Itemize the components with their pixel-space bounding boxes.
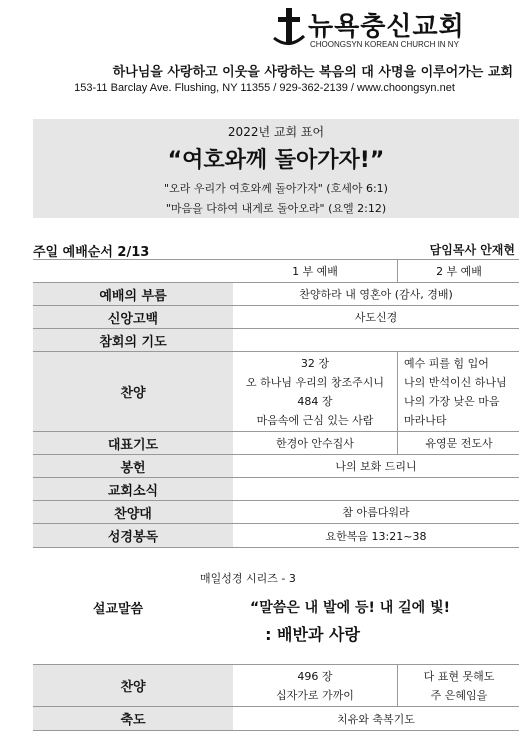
hymn-line: 주 은혜임을 bbox=[430, 688, 488, 702]
mission-statement: 하나님을 사랑하고 이웃을 사랑하는 복음의 대 사명을 이루어가는 교회 bbox=[112, 65, 513, 80]
pastor-name: 담임목사 안재현 bbox=[429, 243, 515, 257]
church-logo bbox=[268, 6, 518, 52]
row-label: 참회의 기도 bbox=[33, 329, 233, 351]
hymn-line: 496 장 bbox=[297, 669, 333, 683]
church-address: 153-11 Barclay Ave. Flushing, NY 11355 / 929-362-2139 / www.choongsyn.net bbox=[74, 82, 455, 94]
logo-title: 뉴욕충신교회 bbox=[308, 12, 465, 42]
order-title: 주일 예배순서 2/13 bbox=[33, 245, 150, 260]
motto-box bbox=[33, 119, 519, 218]
hymn-line: 마라나타 bbox=[404, 413, 447, 427]
hymn-service-1 bbox=[233, 665, 397, 706]
table-row bbox=[33, 478, 519, 501]
row-value: 치유와 축복기도 bbox=[337, 712, 415, 726]
table-row bbox=[33, 283, 519, 306]
table-row bbox=[33, 524, 519, 548]
row-value: 나의 보화 드리니 bbox=[335, 460, 417, 473]
hymn-service-2 bbox=[397, 352, 520, 431]
sermon-label: 설교말씀 bbox=[92, 602, 144, 617]
motto-year-label: 2022년 교회 표어 bbox=[227, 125, 325, 139]
row-label: 봉헌 bbox=[33, 455, 233, 477]
row-value: 요한복음 13:21~38 bbox=[325, 529, 427, 543]
hymn-line: 십자가로 가까이 bbox=[276, 688, 354, 702]
table-row bbox=[33, 329, 519, 352]
row-value: 한경아 안수집사 bbox=[276, 437, 354, 450]
hymn-service-2 bbox=[397, 665, 520, 706]
hymn-line: 오 하나님 우리의 창조주시니 bbox=[245, 375, 384, 389]
worship-order-table bbox=[33, 259, 519, 548]
table-row bbox=[33, 665, 519, 707]
hymn-line: 나의 가장 낮은 마음 bbox=[404, 394, 500, 408]
table-row bbox=[33, 352, 519, 432]
table-row bbox=[33, 501, 519, 524]
row-label: 찬양대 bbox=[33, 501, 233, 523]
hymn-line: 다 표현 못해도 bbox=[423, 669, 495, 683]
table-row bbox=[33, 455, 519, 478]
hymn-service-1 bbox=[233, 352, 397, 431]
row-label: 축도 bbox=[33, 707, 233, 730]
row-label: 찬양 bbox=[33, 665, 233, 706]
row-label: 대표기도 bbox=[33, 432, 233, 454]
hymn-line: 예수 피를 힘 입어 bbox=[404, 356, 489, 370]
row-label: 교회소식 bbox=[33, 478, 233, 500]
row-label: 찬양 bbox=[33, 352, 233, 431]
motto-title: “여호와께 돌아가자!” bbox=[167, 148, 385, 173]
hymn-line: 32 장 bbox=[300, 356, 330, 370]
service-header-row bbox=[33, 259, 519, 283]
table-row bbox=[33, 432, 519, 455]
row-value: 참 아름다워라 bbox=[342, 506, 410, 519]
service-2-header: 2 부 예배 bbox=[397, 260, 520, 282]
table-row bbox=[33, 306, 519, 329]
service-1-header: 1 부 예배 bbox=[292, 265, 338, 278]
row-label: 신앙고백 bbox=[33, 306, 233, 328]
closing-table bbox=[33, 665, 519, 731]
cross-logo-icon bbox=[272, 8, 306, 48]
hymn-line: 나의 반석이신 하나님 bbox=[404, 375, 507, 389]
logo-subtitle: CHOONGSYN KOREAN CHURCH IN NY bbox=[310, 40, 459, 49]
motto-verse: "오라 우리가 여호와께 돌아가자" (호세아 6:1) bbox=[164, 182, 388, 195]
sermon-series: 매일성경 시리즈 - 3 bbox=[200, 572, 296, 585]
row-value: 유영문 전도사 bbox=[397, 432, 520, 454]
hymn-line: 마음속에 근심 있는 사람 bbox=[256, 413, 374, 427]
sermon-subtitle: : 배반과 사랑 bbox=[265, 625, 360, 644]
motto-verse: "마음을 다하여 내게로 돌아오라" (요엘 2:12) bbox=[165, 202, 387, 215]
row-value: 찬양하라 내 영혼아 (감사, 경배) bbox=[299, 288, 453, 301]
row-label: 예배의 부름 bbox=[33, 283, 233, 305]
hymn-line: 484 장 bbox=[297, 394, 333, 408]
sermon-title: “말씀은 내 발에 등! 내 길에 빛! bbox=[250, 600, 450, 616]
table-row bbox=[33, 707, 519, 731]
row-value: 사도신경 bbox=[354, 311, 398, 324]
row-label: 성경봉독 bbox=[33, 524, 233, 547]
